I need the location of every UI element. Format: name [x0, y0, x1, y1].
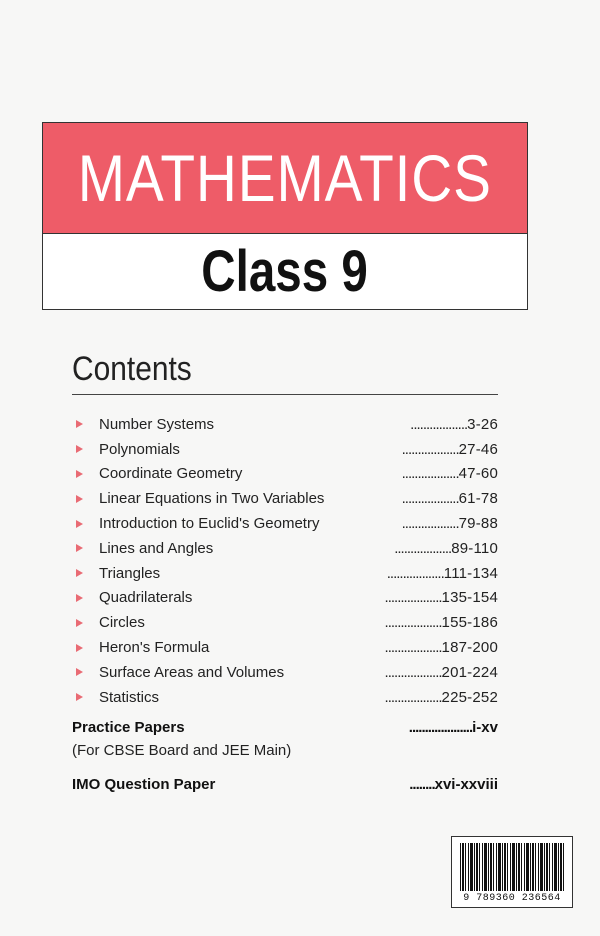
triangle-bullet-icon [76, 644, 83, 652]
contents-divider [72, 394, 498, 395]
toc-item [72, 412, 500, 437]
toc-item [72, 610, 500, 635]
triangle-bullet-icon [76, 470, 83, 478]
leader-dots: .................. [401, 490, 459, 508]
toc-item [72, 511, 500, 536]
practice-papers-label: Practice Papers [72, 719, 185, 736]
toc-item [72, 561, 500, 586]
imo-paper-pages: ........xvi-xxviii [409, 776, 498, 793]
practice-papers-note: (For CBSE Board and JEE Main) [72, 742, 292, 759]
toc-item-title: Coordinate Geometry [99, 465, 243, 483]
triangle-bullet-icon [76, 420, 83, 428]
toc-item [72, 462, 500, 487]
leader-dots: .................. [384, 589, 442, 607]
book-class: Class 9 [201, 239, 369, 304]
toc-item-title: Linear Equations in Two Variables [99, 490, 325, 508]
toc-item [72, 486, 500, 511]
toc-item [72, 685, 500, 710]
triangle-bullet-icon [76, 445, 83, 453]
leader-dots: .................. [394, 539, 452, 557]
banner-title-band [43, 123, 527, 233]
leader-dots: .................. [401, 515, 459, 533]
barcode-bars [460, 843, 564, 891]
toc-item-title: Surface Areas and Volumes [99, 663, 285, 681]
toc-item-pages: ..................47-60 [401, 465, 498, 483]
toc-item-pages: ..................155-186 [384, 614, 498, 632]
toc-item-pages: ..................201-224 [384, 663, 498, 681]
banner-subtitle-band [43, 233, 527, 309]
triangle-bullet-icon [76, 619, 83, 627]
triangle-bullet-icon [76, 520, 83, 528]
triangle-bullet-icon [76, 668, 83, 676]
leader-dots: .................. [401, 465, 459, 483]
practice-papers-row [72, 719, 500, 736]
toc-item-title: Circles [99, 614, 145, 632]
leader-dots: .................. [384, 614, 442, 632]
toc-item-pages: ..................79-88 [401, 515, 498, 533]
toc-item-title: Triangles [99, 564, 161, 582]
toc-item-title: Quadrilaterals [99, 589, 193, 607]
toc-item-title: Number Systems [99, 415, 215, 433]
toc-item [72, 586, 500, 611]
book-title: MATHEMATICS [77, 141, 493, 215]
leader-dots: .................. [384, 639, 442, 657]
toc-item-pages: ..................225-252 [384, 688, 498, 706]
triangle-bullet-icon [76, 594, 83, 602]
toc-item-title: Heron's Formula [99, 639, 210, 657]
toc-item-pages: ..................135-154 [384, 589, 498, 607]
toc-item-title: Polynomials [99, 440, 180, 458]
toc-item-title: Introduction to Euclid's Geometry [99, 515, 320, 533]
contents-heading: Contents [72, 350, 192, 388]
toc-item-pages: ..................27-46 [401, 440, 498, 458]
toc-item-pages: ..................89-110 [394, 539, 498, 557]
imo-paper-row [72, 776, 500, 793]
toc-item-title: Lines and Angles [99, 539, 214, 557]
toc-item [72, 635, 500, 660]
triangle-bullet-icon [76, 569, 83, 577]
leader-dots: .................. [384, 688, 442, 706]
leader-dots: .................. [410, 415, 468, 433]
leader-dots: .................. [401, 440, 459, 458]
triangle-bullet-icon [76, 693, 83, 701]
table-of-contents [72, 412, 500, 710]
triangle-bullet-icon [76, 495, 83, 503]
triangle-bullet-icon [76, 544, 83, 552]
toc-item [72, 536, 500, 561]
isbn-barcode [451, 836, 573, 908]
barcode-number: 9 789360 236564 [463, 893, 561, 904]
toc-item-pages: ..................3-26 [410, 415, 498, 433]
leader-dots: .................. [386, 564, 444, 582]
imo-paper-label: IMO Question Paper [72, 776, 216, 793]
toc-item [72, 660, 500, 685]
toc-item-pages: ..................111-134 [386, 564, 498, 582]
toc-item-pages: ..................61-78 [401, 490, 498, 508]
title-banner [42, 122, 528, 310]
toc-item-pages: ..................187-200 [384, 639, 498, 657]
toc-item-title: Statistics [99, 688, 160, 706]
practice-papers-pages: ....................i-xv [408, 719, 498, 736]
toc-item [72, 437, 500, 462]
leader-dots: .................. [384, 663, 442, 681]
